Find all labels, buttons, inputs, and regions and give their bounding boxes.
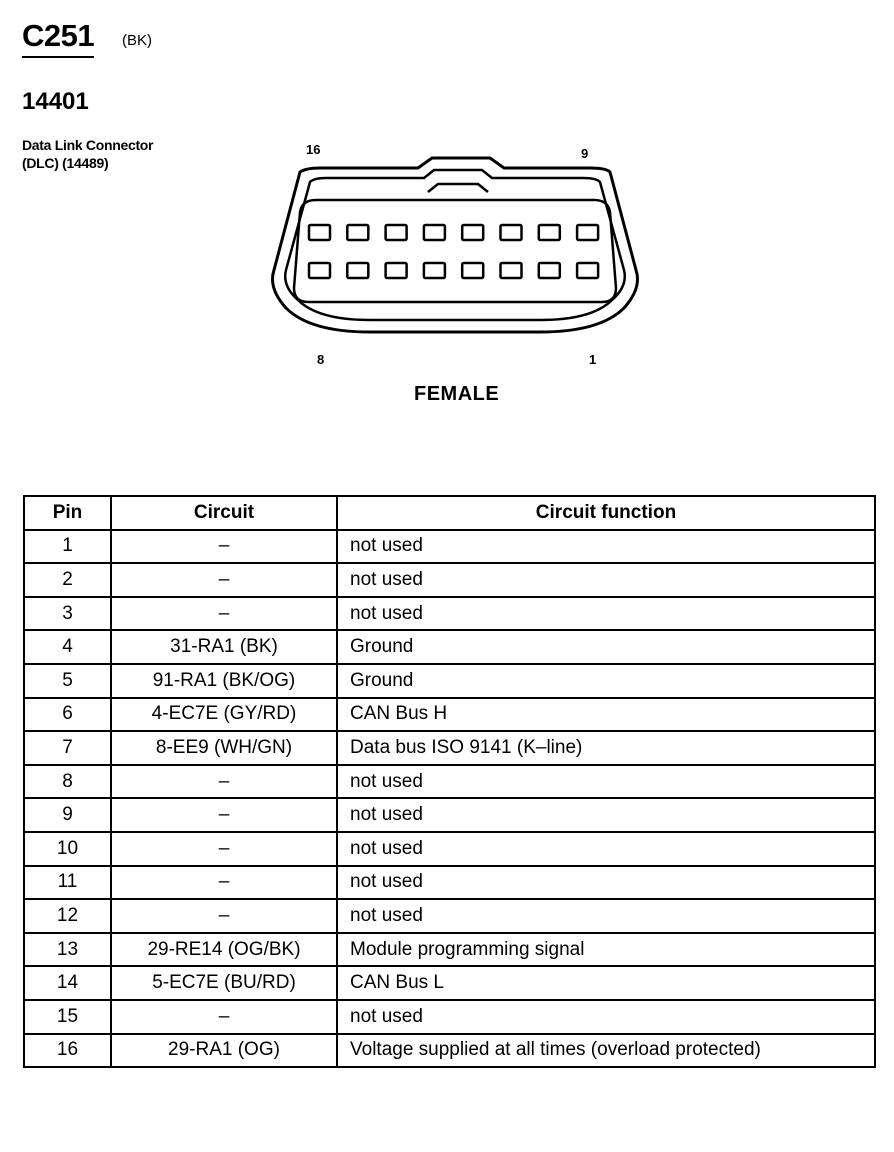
pin-socket — [347, 225, 368, 240]
function-cell: not used — [337, 1000, 875, 1034]
pin-cell: 4 — [24, 630, 111, 664]
function-cell: CAN Bus L — [337, 966, 875, 1000]
pin-label-bottom-right: 1 — [589, 352, 597, 367]
header-circuit: Circuit — [111, 496, 337, 530]
circuit-cell: 8-EE9 (WH/GN) — [111, 731, 337, 765]
pin-socket — [501, 263, 522, 278]
table-row — [24, 630, 875, 664]
circuit-cell: 29-RA1 (OG) — [111, 1034, 337, 1068]
pin-cell: 14 — [24, 966, 111, 1000]
circuit-cell: 31-RA1 (BK) — [111, 630, 337, 664]
table-row — [24, 698, 875, 732]
function-cell: not used — [337, 899, 875, 933]
pin-socket — [501, 225, 522, 240]
table-row — [24, 933, 875, 967]
pin-cell: 5 — [24, 664, 111, 698]
circuit-cell: – — [111, 1000, 337, 1034]
connector-inner-shell — [285, 170, 625, 320]
pin-socket — [577, 263, 598, 278]
pin-cell: 1 — [24, 530, 111, 564]
table-row — [24, 966, 875, 1000]
function-cell: not used — [337, 832, 875, 866]
table-row — [24, 563, 875, 597]
function-cell: CAN Bus H — [337, 698, 875, 732]
function-cell: not used — [337, 530, 875, 564]
pin-socket — [424, 225, 445, 240]
pin-cell: 12 — [24, 899, 111, 933]
table-row — [24, 899, 875, 933]
circuit-cell: 5-EC7E (BU/RD) — [111, 966, 337, 1000]
pin-cell: 7 — [24, 731, 111, 765]
pin-cell: 11 — [24, 866, 111, 900]
connector-header — [22, 18, 152, 58]
pin-socket — [577, 225, 598, 240]
pin-socket — [539, 225, 560, 240]
circuit-cell: – — [111, 866, 337, 900]
pin-cell: 9 — [24, 798, 111, 832]
pin-socket — [309, 225, 330, 240]
circuit-cell: – — [111, 899, 337, 933]
pin-label-bottom-left: 8 — [317, 352, 325, 367]
table-row — [24, 866, 875, 900]
function-cell: not used — [337, 563, 875, 597]
table-row — [24, 765, 875, 799]
connector-description — [22, 136, 153, 172]
table-row — [24, 1034, 875, 1068]
dlc-connector-diagram — [240, 140, 670, 380]
pin-cell: 16 — [24, 1034, 111, 1068]
pin-sockets — [309, 225, 598, 278]
table-row — [24, 1000, 875, 1034]
pin-socket — [539, 263, 560, 278]
pin-cell: 15 — [24, 1000, 111, 1034]
table-header-row — [24, 496, 875, 530]
table-row — [24, 530, 875, 564]
connector-code: C251 — [22, 18, 94, 58]
pin-socket — [424, 263, 445, 278]
pin-cavity — [294, 200, 616, 302]
pin-socket — [347, 263, 368, 278]
circuit-cell: – — [111, 832, 337, 866]
table-row — [24, 664, 875, 698]
connector-color-code: (BK) — [122, 32, 152, 49]
pin-cell: 3 — [24, 597, 111, 631]
pin-label-top-right: 9 — [581, 146, 589, 161]
header-pin: Pin — [24, 496, 111, 530]
circuit-cell: 29-RE14 (OG/BK) — [111, 933, 337, 967]
pin-cell: 6 — [24, 698, 111, 732]
connector-gender-label: FEMALE — [414, 383, 500, 405]
function-cell: Module programming signal — [337, 933, 875, 967]
header-circuit-function: Circuit function — [337, 496, 875, 530]
pin-cell: 13 — [24, 933, 111, 967]
table-row — [24, 731, 875, 765]
table-row — [24, 832, 875, 866]
pin-cell: 10 — [24, 832, 111, 866]
circuit-cell: – — [111, 765, 337, 799]
pin-socket — [462, 225, 483, 240]
circuit-cell: – — [111, 597, 337, 631]
pin-cell: 8 — [24, 765, 111, 799]
table-row — [24, 798, 875, 832]
pinout-table — [23, 495, 876, 1068]
circuit-cell: – — [111, 530, 337, 564]
connector-key-tab — [428, 184, 488, 192]
connector-description-line2: (DLC) (14489) — [22, 155, 109, 171]
pin-socket — [462, 263, 483, 278]
function-cell: not used — [337, 866, 875, 900]
function-cell: not used — [337, 597, 875, 631]
function-cell: Voltage supplied at all times (overload protected) — [337, 1034, 875, 1068]
pin-socket — [386, 225, 407, 240]
function-cell: Data bus ISO 9141 (K–line) — [337, 731, 875, 765]
connector-description-line1: Data Link Connector — [22, 137, 154, 153]
circuit-cell: – — [111, 798, 337, 832]
table-row — [24, 597, 875, 631]
part-number: 14401 — [22, 88, 89, 115]
pinout-table-body — [24, 530, 875, 1068]
circuit-cell: 91-RA1 (BK/OG) — [111, 664, 337, 698]
function-cell: Ground — [337, 664, 875, 698]
pin-label-top-left: 16 — [306, 142, 321, 157]
pin-cell: 2 — [24, 563, 111, 597]
function-cell: Ground — [337, 630, 875, 664]
circuit-cell: 4-EC7E (GY/RD) — [111, 698, 337, 732]
function-cell: not used — [337, 765, 875, 799]
pin-socket — [309, 263, 330, 278]
pin-socket — [386, 263, 407, 278]
function-cell: not used — [337, 798, 875, 832]
circuit-cell: – — [111, 563, 337, 597]
